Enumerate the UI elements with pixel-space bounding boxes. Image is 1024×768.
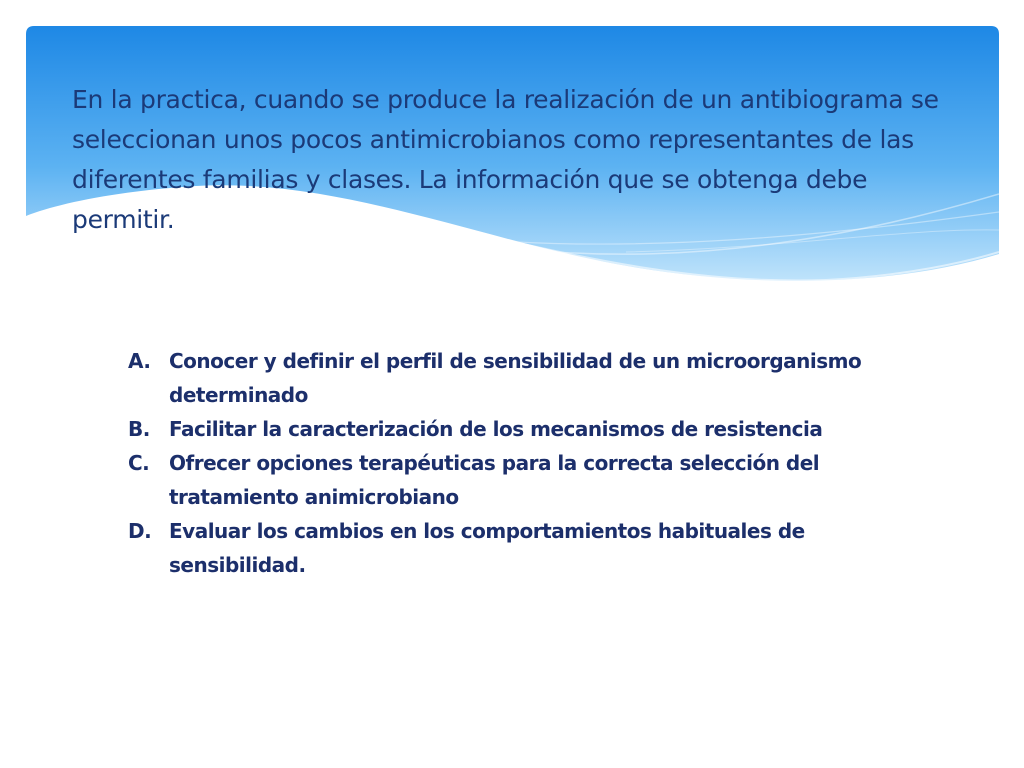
option-d <box>128 514 918 582</box>
option-a <box>128 344 918 412</box>
option-letter: A. <box>128 349 151 373</box>
option-text: Facilitar la caracterización de los mecanismos de resistencia <box>169 417 823 441</box>
option-letter: D. <box>128 519 152 543</box>
option-b <box>128 412 918 446</box>
question-title: En la practica, cuando se produce la realización de un antibiograma se seleccionan unos pocos antimicrobianos como representantes de las diferentes familias y clases. La información que se obtenga debe permitir. <box>72 85 939 234</box>
answer-options-list <box>128 344 918 582</box>
option-letter: C. <box>128 451 150 475</box>
option-letter: B. <box>128 417 150 441</box>
option-c <box>128 446 918 514</box>
option-text: Ofrecer opciones terapéuticas para la correcta selección del tratamiento animicrobiano <box>169 451 820 509</box>
option-text: Evaluar los cambios en los comportamientos habituales de sensibilidad. <box>169 519 805 577</box>
option-text: Conocer y definir el perfil de sensibilidad de un microorganismo determinado <box>169 349 862 407</box>
